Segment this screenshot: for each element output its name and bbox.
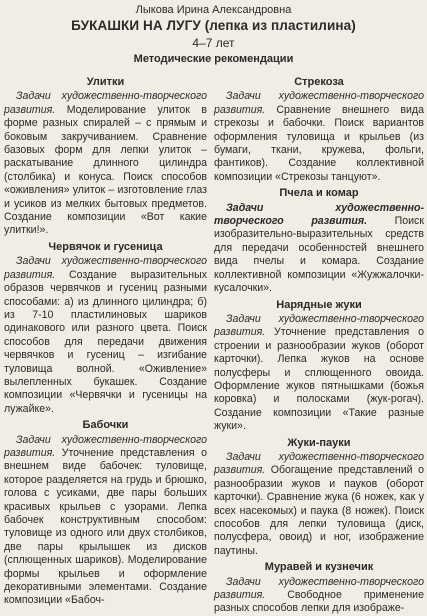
section-text: Свободное применение разных способов лепки для изображе- — [214, 589, 424, 615]
right-column — [214, 76, 424, 616]
section-paragraph — [214, 451, 424, 558]
section-heading: Жуки-пауки — [287, 436, 351, 449]
section-text: Поиск изобразительно-выразительных средств для передачи особенностей внешнего вида пчелы и комара. Создание коллективной композиции «Жужжалочки-кусалочки». — [214, 215, 424, 295]
age-range: 4–7 лет — [192, 36, 235, 50]
section-paragraph — [4, 255, 207, 416]
section-ant-grasshopper — [214, 561, 424, 616]
task-label: Задачи художественно-творческого развития. — [4, 90, 207, 116]
section-beetles — [214, 299, 424, 434]
author-name: Лыкова Ирина Александровна — [135, 4, 292, 16]
section-text: Моделирование улиток в форме разных спиралей – с прямым и боковым закручиванием. Сравнение базовых форм для лепки улиток – раскатывание длинного цилиндра (столбика) и конуса. Поиск способов «оживления» улиток – изготовление глаз и усиков из мелких бытовых предметов. Создание композиции «Вот какие улитки!». — [4, 103, 207, 237]
task-label: Задачи художественно-творческого развития. — [214, 575, 424, 602]
section-text: Сравнение внешнего вида стрекозы и бабочки. Поиск вариантов оформления туловища и крыльев (из бумаги, ткани, кружева, фольги, фантиков). Создание коллективной композиции «Стрекозы танцуют». — [214, 103, 424, 183]
section-text: Создание выразительных образов червячков и гусениц разными способами: а) из длинного цилиндра; б) из 7-10 пластилиновых шариков одинакового или разного цвета. Поиск способов для передачи движения червячков и гусениц – изгибание туловища волной. «Оживление» вылепленных букашек. Создание композиции «Червячки и гусеницы на лужайке». — [4, 268, 207, 415]
task-label: Задачи художественно-творческого развития. — [214, 90, 424, 116]
task-label: Задачи художественно-творческого развития. — [214, 450, 424, 477]
section-butterflies — [4, 419, 207, 608]
task-label: Задачи художественно-творческого развития. — [214, 312, 424, 339]
section-heading: Улитки — [86, 76, 125, 88]
section-worm-caterpillar — [4, 241, 207, 416]
section-bee-mosquito — [214, 187, 424, 295]
page-subtitle: Методические рекомендации — [133, 53, 294, 65]
section-paragraph — [214, 202, 424, 296]
section-heading: Пчела и комар — [279, 187, 359, 200]
section-snails — [4, 76, 207, 238]
section-paragraph — [214, 576, 424, 616]
section-heading: Бабочки — [82, 419, 129, 432]
task-label: Задачи художественно-творческого развития. — [4, 255, 207, 281]
section-paragraph — [4, 434, 207, 608]
section-beetles-spiders — [214, 437, 424, 559]
section-text: Обогащение представлений о разнообразии жуков и пауков (оборот карточки). Сравнение жука (6 ножек, как у всех насекомых) и паука (8 ножек). Поиск способов для лепки туловища (диск, полусфера, овоид) и ног, изображение паутины. — [214, 464, 424, 557]
page-title: БУКАШКИ НА ЛУГУ (лепка из пластилина) — [71, 18, 356, 33]
section-text: Уточнение представления о внешнем виде бабочек: туловище, которое разделяется на грудь и брюшко, голова с усиками, две пары больших красивых крыльев с узорами. Лепка бабочек конструктивным способом: туловище из одного или двух столбиков, две пары крылышек из дисков (сплющенных шариков). Моделирование формы крыльев и оформление декоративными элементами. Создание композиции «Бабоч- — [4, 446, 207, 607]
section-dragonfly — [214, 76, 424, 184]
section-heading: Нарядные жуки — [276, 298, 362, 311]
task-label: Задачи художественно-творческого развития. — [214, 201, 424, 228]
left-column — [4, 76, 207, 608]
section-paragraph — [214, 90, 424, 184]
section-paragraph — [4, 90, 207, 237]
section-heading: Червячок и гусеница — [48, 240, 163, 253]
section-text: Уточнение представления о строении и разнообразии жуков (оборот карточки). Лепка жуков на основе полусферы и сплющенного овоида. Оформление жуков пятнышками (божья коровка) и полосками (жук-рогач). Создание композиции «Такие разные жуки». — [214, 326, 424, 433]
section-heading: Муравей и кузнечик — [264, 561, 374, 574]
task-label: Задачи художественно-творческого развития. — [4, 433, 207, 459]
section-heading: Стрекоза — [294, 76, 344, 88]
section-paragraph — [214, 313, 424, 434]
